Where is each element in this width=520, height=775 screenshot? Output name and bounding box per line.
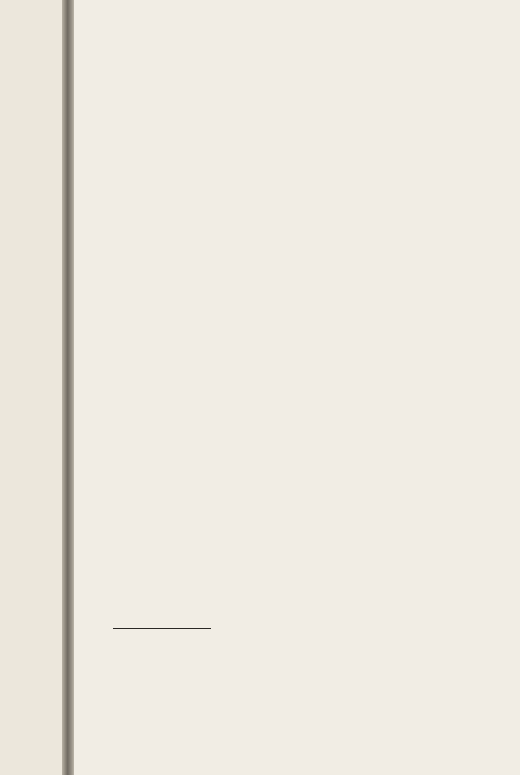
book-page xyxy=(74,0,520,775)
running-head xyxy=(74,8,492,30)
previous-page-fragment xyxy=(0,0,66,775)
footnote-rule xyxy=(113,628,211,629)
